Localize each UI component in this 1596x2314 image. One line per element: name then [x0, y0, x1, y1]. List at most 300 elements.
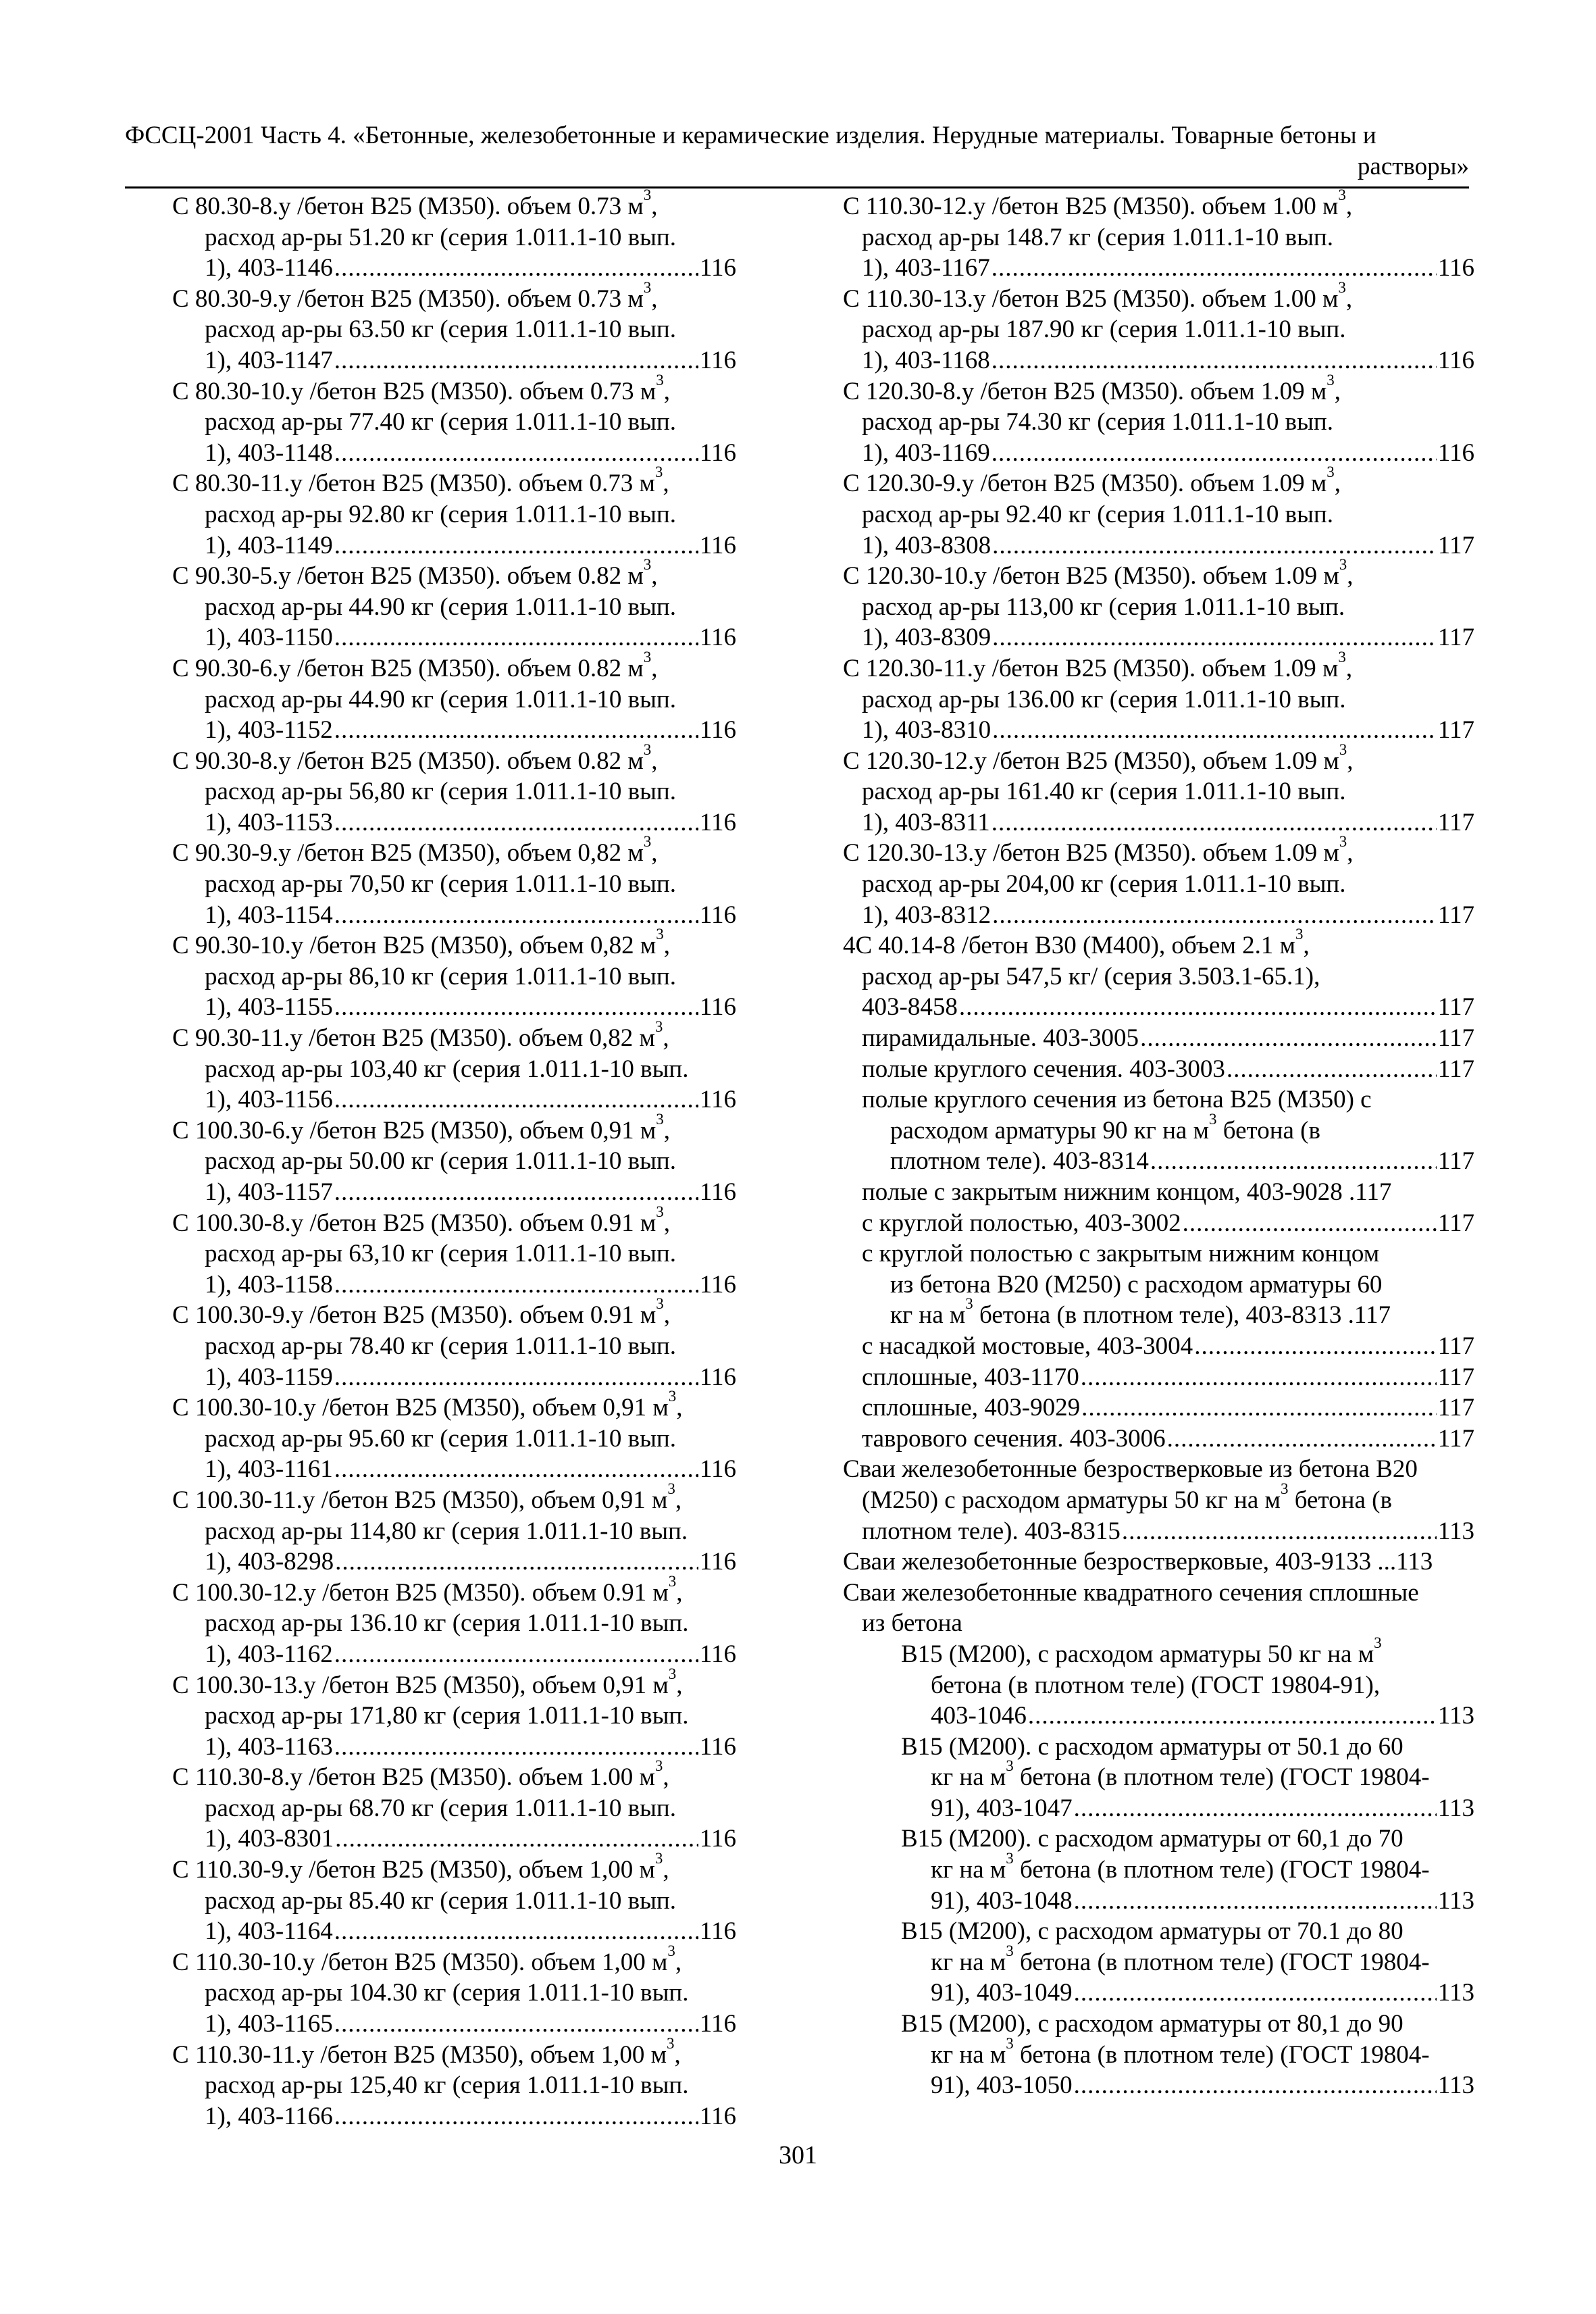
- index-entry: [172, 1850, 736, 1947]
- entry-line: расход ар-ры 77.40 кг (серия 1.011.1-10 вып.: [205, 408, 676, 436]
- entry-text: кг на м: [931, 1856, 1006, 1884]
- entry-line: расход ар-ры 204,00 кг (серия 1.011.1-10 вып.: [862, 870, 1346, 899]
- entry-line: [172, 926, 736, 961]
- superscript: 3: [654, 1757, 663, 1775]
- page-ref: 116: [699, 1178, 736, 1206]
- dot-leader: [1122, 1516, 1437, 1547]
- entry-line: расход ар-ры 63,10 кг (серия 1.011.1-10 вып.: [205, 1240, 676, 1268]
- entry-line: расход ар-ры 92.80 кг (серия 1.011.1-10 вып.: [205, 500, 676, 528]
- entry-leader-line: [843, 992, 1474, 1023]
- entry-text: 1), 403-8310: [862, 716, 992, 745]
- entry-text: бетона (в плотном теле), 403-8313: [973, 1301, 1342, 1330]
- entry-text: бетона (в: [1288, 1486, 1392, 1514]
- entry-leader-line: [172, 900, 736, 931]
- index-entry: [843, 2009, 1474, 2101]
- dot-leader: [992, 622, 1437, 653]
- index-entry: [843, 1177, 1474, 1208]
- entry-line: расход ар-ры 547,5 кг/ (серия 3.503.1-65.1),: [862, 962, 1320, 990]
- index-entry: [843, 371, 1474, 469]
- entry-text: 1), 403-8311: [862, 808, 990, 836]
- dot-leader: [334, 1454, 698, 1485]
- entry-text: 1), 403-1162: [205, 1640, 333, 1668]
- entry-line: расход ар-ры 68.70 кг (серия 1.011.1-10 вып.: [205, 1794, 676, 1822]
- page-ref: 116: [699, 993, 736, 1022]
- entry-line: [172, 1757, 736, 1793]
- entry-line: расход ар-ры 136.00 кг (серия 1.011.1-10 вып.: [862, 685, 1346, 713]
- entry-text: ,: [676, 1394, 683, 1422]
- entry-line: расход ар-ры 125,40 кг (серия 1.011.1-10 вып.: [205, 2071, 689, 2100]
- entry-line: [843, 740, 1474, 777]
- index-entry: [843, 278, 1474, 376]
- entry-text: бетона (в плотном теле) (ГОСТ 19804-: [1013, 1948, 1430, 1976]
- entry-line: расход ар-ры 104.30 кг (серия 1.011.1-10 вып.: [205, 1979, 689, 2007]
- superscript: 3: [1006, 2034, 1014, 2052]
- entry-text: ,: [651, 284, 658, 313]
- entry-text: Сваи железобетонные безростверковые, 403-9133: [843, 1548, 1372, 1576]
- entry-text: С 90.30-10.у /бетон В25 (М350), объем 0,82 м: [172, 932, 657, 960]
- entry-text: 1), 403-1157: [205, 1178, 333, 1206]
- dot-leader: [1028, 1701, 1437, 1732]
- index-entry: [843, 1634, 1474, 1732]
- entry-text: С 110.30-10.у /бетон В25 (М350). объем 1,00 м: [172, 1948, 668, 1976]
- page-number: 301: [779, 2141, 817, 2169]
- entry-line: [172, 1665, 736, 1701]
- entry-line: расход ар-ры 92.40 кг (серия 1.011.1-10 вып.: [862, 500, 1333, 528]
- entry-text: ,: [674, 2040, 681, 2069]
- entry-line: [172, 556, 736, 592]
- entry-leader-line: [843, 2070, 1474, 2101]
- entry-text: полые круглого сечения. 403-3003: [862, 1055, 1225, 1083]
- dot-leader: [334, 1639, 698, 1670]
- header-line-1: ФССЦ-2001 Часть 4. «Бетонные, железобетонные и керамические изделия. Нерудные материалы. Товарные бетоны и: [125, 122, 1376, 149]
- entry-line: [843, 1480, 1474, 1516]
- page-ref: 116: [699, 2010, 736, 2038]
- page-ref: 113: [1437, 1886, 1474, 1915]
- superscript: 3: [1374, 1634, 1382, 1651]
- superscript: 3: [1339, 740, 1347, 758]
- superscript: 3: [656, 371, 664, 388]
- entry-leader-line: [172, 715, 736, 746]
- entry-line: [843, 556, 1474, 592]
- entry-text: кг на м: [931, 2040, 1006, 2069]
- entry-leader-line: [843, 1023, 1474, 1054]
- entry-text: 1), 403-1152: [205, 716, 333, 745]
- page-ref: 116: [699, 254, 736, 282]
- entry-line: [843, 833, 1474, 869]
- entry-leader-line: [843, 1516, 1474, 1547]
- entry-leader-line: [172, 1177, 736, 1208]
- entry-text: ,: [1347, 839, 1354, 867]
- entry-line: В15 (М200). с расходом арматуры от 50.1 до 60: [901, 1732, 1404, 1761]
- entry-line: расход ар-ры 44.90 кг (серия 1.011.1-10 вып.: [205, 593, 676, 621]
- superscript: 3: [1209, 1110, 1217, 1128]
- page-ref: 117: [1437, 531, 1474, 559]
- dot-leader: [335, 1823, 698, 1855]
- page-ref: 116: [699, 1086, 736, 1114]
- page-ref: 117: [1437, 1024, 1474, 1053]
- entry-text: ,: [651, 839, 658, 867]
- entry-line: [843, 1177, 1474, 1208]
- entry-text: 1), 403-1163: [205, 1732, 333, 1761]
- page-ref: 116: [699, 1270, 736, 1299]
- entry-line: [843, 1634, 1474, 1670]
- entry-line: [172, 740, 736, 777]
- entry-text: ,: [1347, 747, 1354, 775]
- dot-leader: [334, 1177, 698, 1208]
- dot-leader: [992, 900, 1437, 931]
- entry-text: С 100.30-10.у /бетон В25 (М350), объем 0,91 м: [172, 1394, 669, 1422]
- entry-text: 1), 403-1154: [205, 901, 333, 929]
- dot-leader: [992, 530, 1437, 561]
- entry-line: расход ар-ры 70,50 кг (серия 1.011.1-10 вып.: [205, 870, 676, 899]
- page-ref: 113: [1437, 1702, 1474, 1730]
- superscript: 3: [1006, 1850, 1014, 1867]
- entry-text: 91), 403-1049: [931, 1979, 1073, 2007]
- dot-leader: [1081, 1392, 1437, 1424]
- index-entry: [172, 1572, 736, 1670]
- entry-text: С 120.30-8.у /бетон В25 (М350). объем 1.09 м: [843, 377, 1327, 405]
- page-ref: 117: [1437, 993, 1474, 1022]
- index-entry: [843, 740, 1474, 838]
- entry-text: 1), 403-1164: [205, 1917, 333, 1946]
- entry-line: Сваи железобетонные безростверковые из бетона В20: [843, 1455, 1418, 1484]
- dot-leader: [992, 807, 1437, 838]
- index-entry: [172, 740, 736, 838]
- entry-text: полые с закрытым нижним концом, 403-9028: [862, 1178, 1343, 1206]
- page-ref: 116: [699, 2102, 736, 2130]
- entry-text: 1), 403-1150: [205, 624, 333, 652]
- entry-line: расход ар-ры 56,80 кг (серия 1.011.1-10 вып.: [205, 778, 676, 806]
- right-column: [843, 186, 1474, 2101]
- entry-text: с круглой полостью, 403-3002: [862, 1209, 1181, 1237]
- entry-text: бетона (в плотном теле) (ГОСТ 19804-: [1013, 1856, 1430, 1884]
- page-ref: 117: [1437, 1394, 1474, 1422]
- entry-line: [172, 1480, 736, 1516]
- entry-text: С 90.30-8.у /бетон В25 (М350). объем 0.82 м: [172, 747, 644, 775]
- entry-text: плотном теле). 403-8315: [862, 1517, 1121, 1545]
- superscript: 3: [643, 833, 652, 851]
- entry-line: расход ар-ры 113,00 кг (серия 1.011.1-10 вып.: [862, 593, 1345, 621]
- entry-text: С 100.30-6.у /бетон В25 (М350), объем 0,91 м: [172, 1116, 657, 1145]
- entry-leader-line: [172, 1823, 736, 1855]
- page-ref: 116: [699, 438, 736, 467]
- page-ref: 117: [1437, 716, 1474, 745]
- entry-text: ,: [676, 1578, 683, 1607]
- entry-text: С 100.30-8.у /бетон В25 (М350). объем 0.91 м: [172, 1209, 657, 1237]
- entry-text: 1), 403-1169: [862, 438, 990, 467]
- index-entry: [843, 1362, 1474, 1393]
- entry-leader-line: [843, 1362, 1474, 1393]
- dot-leader: [334, 1362, 698, 1393]
- entry-text: ,: [676, 1671, 683, 1699]
- entry-line: расход ар-ры 114,80 кг (серия 1.011.1-10 вып.: [205, 1517, 688, 1545]
- entry-leader-line: [172, 530, 736, 561]
- page-ref: .117: [1348, 1178, 1392, 1206]
- entry-line: [843, 463, 1474, 499]
- square-b15-entries: [843, 1732, 1474, 2101]
- entry-leader-line: [843, 1146, 1474, 1177]
- entry-text: 91), 403-1050: [931, 2071, 1073, 2100]
- entry-text: С 100.30-13.у /бетон В25 (М350), объем 0,91 м: [172, 1671, 669, 1699]
- dot-leader: [1081, 1362, 1437, 1393]
- entry-leader-line: [843, 1793, 1474, 1824]
- dot-leader: [334, 2009, 698, 2040]
- entry-text: 91), 403-1047: [931, 1794, 1073, 1822]
- index-entry: [172, 278, 736, 376]
- entry-text: 1), 403-1155: [205, 993, 333, 1022]
- entry-text: С 90.30-9.у /бетон В25 (М350), объем 0,82 м: [172, 839, 644, 867]
- entry-line: [172, 833, 736, 869]
- page-ref: 117: [1437, 1363, 1474, 1391]
- entry-line: В15 (М200), с расходом арматуры от 70.1 до 80: [901, 1917, 1404, 1946]
- superscript: 3: [643, 740, 652, 758]
- index-entry: [172, 556, 736, 653]
- dot-leader: [992, 345, 1437, 376]
- entry-text: сплошные, 403-9029: [862, 1394, 1081, 1422]
- right-c-entries: [843, 186, 1474, 930]
- entry-line: полые круглого сечения из бетона В25 (М350) с: [862, 1086, 1372, 1114]
- entry-leader-line: [843, 438, 1474, 469]
- page-ref: 116: [699, 531, 736, 559]
- entry-text: С 110.30-9.у /бетон В25 (М350), объем 1,00 м: [172, 1856, 655, 1884]
- entry-line: [172, 1942, 736, 1978]
- index-entry: [843, 1392, 1474, 1424]
- index-entry: [843, 1054, 1474, 1085]
- superscript: 3: [656, 926, 664, 943]
- page-ref: 117: [1437, 901, 1474, 929]
- dot-leader: [992, 438, 1437, 469]
- index-entry: [172, 2034, 736, 2132]
- index-entry: [843, 1732, 1474, 1824]
- page-ref: 116: [699, 1825, 736, 1853]
- entry-line: [843, 1295, 1474, 1331]
- page-ref: 113: [1437, 1794, 1474, 1822]
- entry-line: [172, 1295, 736, 1331]
- entry-text: с насадкой мостовые, 403-3004: [862, 1332, 1193, 1360]
- entry-leader-line: [843, 1054, 1474, 1085]
- page-ref: 117: [1437, 1332, 1474, 1360]
- index-entry: [843, 833, 1474, 930]
- entry-text: С 100.30-11.у /бетон В25 (М350), объем 0,91 м: [172, 1486, 668, 1514]
- entry-leader-line: [843, 1701, 1474, 1732]
- page-ref: 116: [699, 624, 736, 652]
- entry-text: ,: [1334, 470, 1341, 498]
- page-ref: 117: [1437, 1055, 1474, 1083]
- entry-leader-line: [843, 900, 1474, 931]
- superscript: 3: [1339, 833, 1347, 851]
- entry-text: 1), 403-1168: [862, 346, 990, 374]
- entry-line: В15 (М200). с расходом арматуры от 60,1 до 70: [901, 1825, 1404, 1853]
- page-ref: 117: [1437, 1424, 1474, 1453]
- page-ref: 113: [1437, 1517, 1474, 1545]
- entry-leader-line: [172, 1546, 736, 1578]
- entry-line: [843, 926, 1474, 961]
- index-entry: [843, 926, 1474, 1023]
- page-ref: ...113: [1377, 1548, 1433, 1576]
- entry-text: 1), 403-1159: [205, 1363, 333, 1391]
- entry-text: 1), 403-1149: [205, 531, 333, 559]
- entry-leader-line: [843, 1331, 1474, 1362]
- index-entry: [843, 1916, 1474, 2009]
- dot-leader: [334, 345, 698, 376]
- dot-leader: [335, 1546, 698, 1578]
- entry-line: [172, 1018, 736, 1054]
- entry-text: 1), 403-8312: [862, 901, 992, 929]
- superscript: 3: [1338, 186, 1346, 203]
- entry-line: расход ар-ры 86,10 кг (серия 1.011.1-10 вып.: [205, 962, 676, 990]
- superscript: 3: [656, 1110, 664, 1128]
- entry-line: [172, 1110, 736, 1147]
- entry-line: расход ар-ры 148.7 кг (серия 1.011.1-10 вып.: [862, 223, 1333, 251]
- entry-text: ,: [663, 1116, 671, 1145]
- entry-line: с круглой полостью с закрытым нижним концом: [862, 1240, 1380, 1268]
- entry-text: ,: [663, 470, 669, 498]
- dot-leader: [334, 1916, 698, 1947]
- entry-text: ,: [1347, 562, 1354, 590]
- dot-leader: [992, 253, 1437, 284]
- superscript: 3: [656, 1295, 664, 1313]
- superscript: 3: [667, 1480, 675, 1497]
- superscript: 3: [965, 1295, 973, 1313]
- superscript: 3: [656, 1203, 664, 1220]
- index-entry: [172, 463, 736, 561]
- entry-text: С 110.30-12.у /бетон В25 (М350). объем 1.00 м: [843, 193, 1339, 220]
- page-ref: 116: [1437, 438, 1474, 467]
- entry-text: ,: [1345, 193, 1353, 220]
- entry-text: С 100.30-12.у /бетон В25 (М350). объем 0.91 м: [172, 1578, 669, 1607]
- entry-leader-line: [843, 530, 1474, 561]
- entry-line: бетона (в плотном теле) (ГОСТ 19804-91),: [931, 1671, 1381, 1699]
- entry-text: ,: [663, 1856, 669, 1884]
- entry-text: ,: [1303, 932, 1310, 960]
- entry-leader-line: [172, 1916, 736, 1947]
- superscript: 3: [668, 1388, 677, 1405]
- entry-text: ,: [663, 1209, 671, 1237]
- entry-leader-line: [172, 1362, 736, 1393]
- dot-leader: [334, 1269, 698, 1301]
- superscript: 3: [1006, 1757, 1014, 1775]
- entry-text: С 120.30-10.у /бетон В25 (М350). объем 1.09 м: [843, 562, 1339, 590]
- superscript: 3: [1338, 648, 1346, 665]
- superscript: 3: [1280, 1480, 1289, 1497]
- entry-leader-line: [172, 438, 736, 469]
- entry-line: расход ар-ры 136.10 кг (серия 1.011.1-10 вып.: [205, 1609, 689, 1638]
- index-entry: [172, 1110, 736, 1208]
- index-entry: [843, 1023, 1474, 1054]
- page-ref: 116: [699, 1917, 736, 1946]
- index-entry: [843, 1424, 1474, 1455]
- index-entry: [172, 1665, 736, 1763]
- superscript: 3: [654, 1850, 663, 1867]
- page-ref: 117: [1437, 624, 1474, 652]
- entry-text: пирамидальные. 403-3005: [862, 1024, 1139, 1053]
- entry-leader-line: [172, 992, 736, 1023]
- entry-text: С 80.30-9.у /бетон В25 (М350). объем 0.73 м: [172, 284, 644, 313]
- entry-leader-line: [172, 345, 736, 376]
- dot-leader: [1074, 1886, 1437, 1917]
- page-ref: 116: [699, 808, 736, 836]
- page-ref: 116: [699, 1455, 736, 1484]
- superscript: 3: [1295, 926, 1304, 943]
- entry-line: расход ар-ры 44.90 кг (серия 1.011.1-10 вып.: [205, 685, 676, 713]
- entry-text: С 110.30-13.у /бетон В25 (М350). объем 1.00 м: [843, 284, 1339, 313]
- entry-line: [843, 186, 1474, 222]
- entry-text: ,: [651, 747, 658, 775]
- entry-text: таврового сечения. 403-3006: [862, 1424, 1166, 1453]
- entry-text: 1), 403-1166: [205, 2102, 333, 2130]
- page-ref: 117: [1437, 1209, 1474, 1237]
- left-column: [172, 186, 736, 2132]
- index-entry: [843, 1084, 1474, 1177]
- entry-line: [172, 371, 736, 407]
- entry-text: 403-1046: [931, 1702, 1027, 1730]
- running-header: [125, 120, 1469, 182]
- page-ref: 116: [699, 1640, 736, 1668]
- entry-leader-line: [843, 345, 1474, 376]
- entry-leader-line: [172, 622, 736, 653]
- superscript: 3: [667, 2034, 675, 2052]
- entry-leader-line: [172, 1084, 736, 1115]
- index-entry: [843, 1454, 1474, 1546]
- entry-text: С 120.30-12.у /бетон В25 (М350), объем 1.09 м: [843, 747, 1339, 775]
- dot-leader: [1227, 1054, 1437, 1085]
- superscript: 3: [654, 463, 663, 481]
- page-ref: 113: [1437, 1979, 1474, 2007]
- entry-text: 1), 403-1148: [205, 438, 333, 467]
- superscript: 3: [654, 1018, 663, 1036]
- entry-text: ,: [651, 193, 658, 220]
- index-entry: [843, 1546, 1474, 1578]
- entry-leader-line: [172, 807, 736, 838]
- superscript: 3: [643, 556, 652, 574]
- entry-line: [172, 1203, 736, 1239]
- dot-leader: [992, 715, 1437, 746]
- page-ref: 116: [699, 1548, 736, 1576]
- entry-line: расход ар-ры 51.20 кг (серия 1.011.1-10 вып.: [205, 223, 676, 251]
- dot-leader: [1074, 1978, 1437, 2009]
- index-entry: [172, 1203, 736, 1301]
- entry-text: С 100.30-9.у /бетон В25 (М350). объем 0.91 м: [172, 1301, 657, 1330]
- page-ref: 116: [699, 901, 736, 929]
- entry-text: С 110.30-8.у /бетон В25 (М350). объем 1.00 м: [172, 1763, 655, 1792]
- entry-leader-line: [172, 1454, 736, 1485]
- index-entry: [843, 463, 1474, 561]
- entry-leader-line: [843, 1886, 1474, 1917]
- entry-text: ,: [675, 1948, 682, 1976]
- pile-types-group-1: [843, 1023, 1474, 1084]
- entry-leader-line: [843, 807, 1474, 838]
- entry-line: расход ар-ры 74.30 кг (серия 1.011.1-10 вып.: [862, 408, 1333, 436]
- superscript: 3: [643, 648, 652, 665]
- entry-leader-line: [843, 622, 1474, 653]
- entry-line: расход ар-ры 50.00 кг (серия 1.011.1-10 вып.: [205, 1147, 676, 1176]
- dot-leader: [334, 2101, 698, 2132]
- index-entry: [843, 1823, 1474, 1916]
- entry-text: С 120.30-11.у /бетон В25 (М350). объем 1.09 м: [843, 654, 1339, 682]
- page-ref: 116: [699, 346, 736, 374]
- entry-text: кг на м: [931, 1763, 1006, 1792]
- entry-line: [843, 648, 1474, 684]
- entry-leader-line: [172, 1269, 736, 1301]
- page-ref: .117: [1347, 1301, 1391, 1330]
- entry-text: 403-8458: [862, 993, 958, 1022]
- page-ref: 113: [1437, 2071, 1474, 2100]
- page-ref: 116: [699, 1732, 736, 1761]
- entry-leader-line: [843, 253, 1474, 284]
- entry-text: 1), 403-1146: [205, 254, 333, 282]
- entry-line: [172, 278, 736, 315]
- entry-text: ,: [1334, 377, 1341, 405]
